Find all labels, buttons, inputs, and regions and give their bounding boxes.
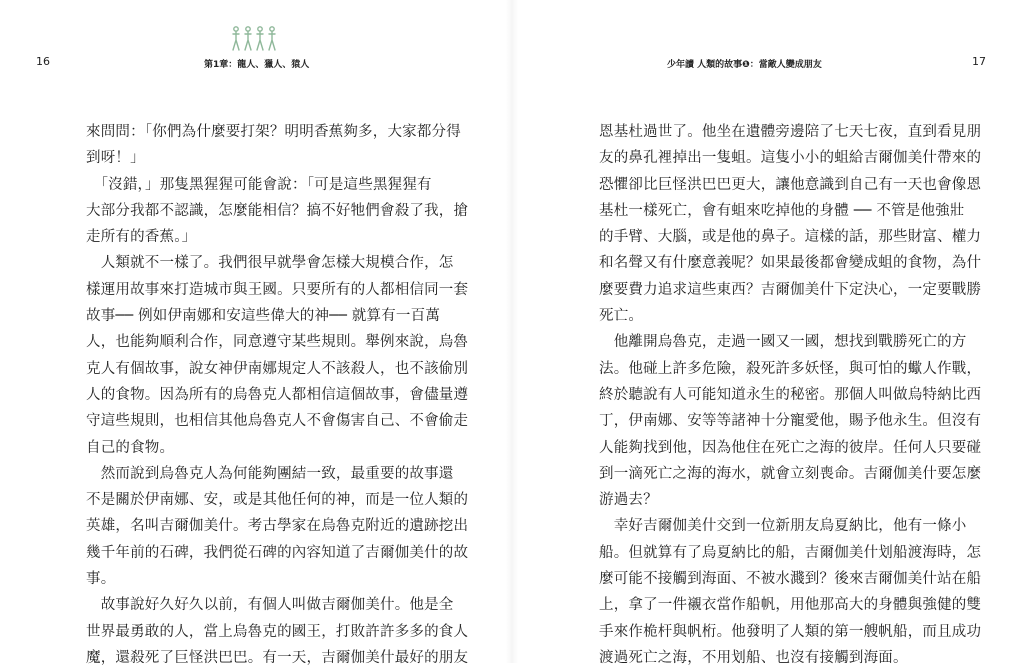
text-line: 麼可能不接觸到海面、不被水濺到？後來吉爾伽美什站在船 (599, 571, 982, 588)
text-line: 不是關於伊南娜、安，或是其他任何的神，而是一位人類的 (86, 492, 469, 509)
text-line: 的手臂、大腦，或是他的鼻子。這樣的話，那些財富、權力 (599, 229, 982, 246)
text-line: 終於聽說有人可能知道永生的秘密。那個人叫做烏特納比西 (599, 386, 982, 403)
text-line: 人能夠找到他，因為他住在死亡之海的彼岸。任何人只要碰 (599, 439, 982, 456)
text-line: 死亡。 (599, 308, 644, 325)
right-page (512, 0, 1024, 666)
text-line: 故事說好久好久以前，有個人叫做吉爾伽美什。他是全 (86, 597, 454, 614)
body-text-right (599, 119, 981, 671)
text-line: 守這些規則，也相信其他烏魯克人不會傷害自己、不會偷走 (86, 413, 469, 430)
four-human-figures-icon (230, 26, 278, 52)
text-line: 到一滴死亡之海的海水，就會立刻喪命。吉爾伽美什要怎麼 (599, 465, 982, 482)
text-line: 丁，伊南娜、安等等諸神十分寵愛他，賜予他永生。但沒有 (599, 413, 982, 430)
text-line: 故事── 例如伊南娜和安這些偉大的神── 就算有一百萬 (86, 308, 441, 325)
text-line: 到呀！」 (86, 150, 145, 167)
text-line: 克人有個故事，說女神伊南娜規定人不該殺人，也不該偷別 (86, 360, 469, 377)
text-line: 「沒錯，」那隻黑猩猩可能會說：「可是這些黑猩猩有 (86, 176, 432, 193)
running-head-right: 少年讀 人類的故事❶：當敵人變成朋友 (667, 60, 822, 70)
text-line: 人，也能夠順利合作，同意遵守某些規則。舉例來說，烏魯 (86, 334, 469, 351)
body-text-left (86, 119, 468, 671)
text-line: 恐懼卻比巨怪洪巴巴更大，讓他意識到自己有一天也會像恩 (599, 176, 982, 193)
text-line: 魔，還殺死了巨怪洪巴巴。有一天，吉爾伽美什最好的朋友 (86, 649, 469, 666)
text-line: 樣運用故事來打造城市與王國。只要所有的人都相信同一套 (86, 281, 469, 298)
text-line: 他離開烏魯克，走過一國又一國，想找到戰勝死亡的方 (599, 334, 967, 351)
text-line: 人的食物。因為所有的烏魯克人都相信這個故事，會儘量遵 (86, 386, 469, 403)
text-line: 來問問：「你們為什麼要打架？明明香蕉夠多，大家都分得 (86, 124, 461, 140)
text-line: 上，拿了一件襯衣當作船帆，用他那高大的身體與強健的雙 (599, 597, 982, 614)
text-line: 人類就不一樣了。我們很早就學會怎樣大規模合作，怎 (86, 255, 454, 272)
text-line: 和名聲又有什麼意義呢？如果最後都會變成蛆的食物，為什 (599, 255, 982, 272)
left-page (0, 0, 512, 666)
text-line: 渡過死亡之海，不用划船、也沒有接觸到海面。 (599, 649, 908, 666)
text-line: 恩基杜過世了。他坐在遺體旁邊陪了七天七夜，直到看見朋 (599, 124, 982, 140)
page-number-left: 16 (36, 55, 50, 68)
text-line: 然而說到烏魯克人為何能夠團結一致，最重要的故事還 (86, 465, 454, 482)
text-line: 友的鼻孔裡掉出一隻蛆。這隻小小的蛆給吉爾伽美什帶來的 (599, 150, 982, 167)
text-line: 船。但就算有了烏夏納比的船，吉爾伽美什划船渡海時，怎 (599, 544, 982, 561)
text-line: 大部分我都不認識，怎麼能相信？搞不好牠們會殺了我，搶 (86, 202, 469, 219)
text-line: 自己的食物。 (86, 439, 175, 456)
page-number-right: 17 (972, 55, 986, 68)
text-line: 走所有的香蕉。」 (86, 229, 197, 246)
text-line: 幾千年前的石碑，我們從石碑的內容知道了吉爾伽美什的故 (86, 544, 469, 561)
text-line: 世界最勇敢的人，當上烏魯克的國王，打敗許許多多的食人 (86, 623, 469, 640)
text-line: 幸好吉爾伽美什交到一位新朋友烏夏納比，他有一條小 (599, 518, 967, 535)
text-line: 游過去？ (599, 492, 658, 509)
running-head-left: 第1章：龍人、獵人、猿人 (204, 60, 310, 70)
text-line: 手來作桅杆與帆桁。他發明了人類的第一艘帆船，而且成功 (599, 623, 982, 640)
text-line: 麼要費力追求這些東西？吉爾伽美什下定決心，一定要戰勝 (599, 281, 982, 298)
text-line: 法。他碰上許多危險，殺死許多妖怪，與可怕的蠍人作戰， (599, 360, 982, 377)
text-line: 事。 (86, 571, 116, 588)
text-line: 英雄，名叫吉爾伽美什。考古學家在烏魯克附近的遺跡挖出 (86, 518, 469, 535)
text-line: 基杜一樣死亡，會有蛆來吃掉他的身體 ── 不管是他強壯 (599, 202, 965, 219)
